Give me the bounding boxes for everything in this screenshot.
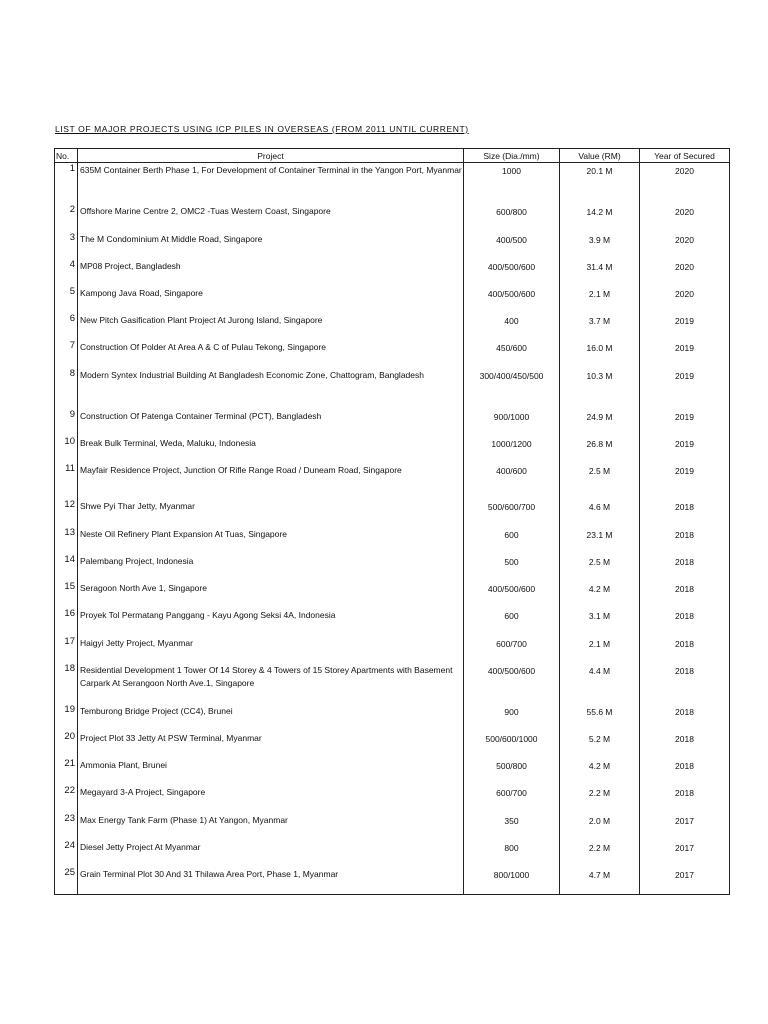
row-number: 19 bbox=[55, 704, 78, 731]
pile-size: 1000 bbox=[464, 163, 560, 204]
pile-size: 600 bbox=[464, 608, 560, 636]
project-value: 4.2 M bbox=[560, 581, 640, 608]
project-name: Neste Oil Refinery Plant Expansion At Tuas, Singapore bbox=[78, 527, 464, 554]
project-value: 3.7 M bbox=[560, 313, 640, 340]
year-secured: 2019 bbox=[640, 463, 730, 499]
table-row bbox=[55, 463, 730, 499]
row-number: 11 bbox=[55, 463, 78, 499]
table-row bbox=[55, 581, 730, 608]
pile-size: 400/500 bbox=[464, 232, 560, 259]
row-number: 6 bbox=[55, 313, 78, 340]
project-name: Kampong Java Road, Singapore bbox=[78, 286, 464, 313]
row-number: 24 bbox=[55, 840, 78, 867]
project-name: The M Condominium At Middle Road, Singapore bbox=[78, 232, 464, 259]
row-number: 12 bbox=[55, 499, 78, 527]
row-number: 17 bbox=[55, 636, 78, 663]
project-name: Grain Terminal Plot 30 And 31 Thilawa Area Port, Phase 1, Myanmar bbox=[78, 867, 464, 895]
project-value: 2.2 M bbox=[560, 840, 640, 867]
row-number: 18 bbox=[55, 663, 78, 704]
project-name: Temburong Bridge Project (CC4), Brunei bbox=[78, 704, 464, 731]
row-number: 16 bbox=[55, 608, 78, 636]
project-name: Offshore Marine Centre 2, OMC2 -Tuas Western Coast, Singapore bbox=[78, 204, 464, 232]
table-row bbox=[55, 340, 730, 368]
table-row bbox=[55, 163, 730, 204]
pile-size: 400/500/600 bbox=[464, 286, 560, 313]
year-secured: 2018 bbox=[640, 663, 730, 704]
table-row bbox=[55, 204, 730, 232]
project-name: Construction Of Polder At Area A & C of Pulau Tekong, Singapore bbox=[78, 340, 464, 368]
row-number: 21 bbox=[55, 758, 78, 785]
year-secured: 2017 bbox=[640, 813, 730, 840]
year-secured: 2018 bbox=[640, 608, 730, 636]
project-value: 2.5 M bbox=[560, 554, 640, 581]
table-row bbox=[55, 785, 730, 813]
pile-size: 600/800 bbox=[464, 204, 560, 232]
year-secured: 2020 bbox=[640, 259, 730, 286]
year-secured: 2018 bbox=[640, 554, 730, 581]
table-row bbox=[55, 286, 730, 313]
pile-size: 400 bbox=[464, 313, 560, 340]
header-no: No. bbox=[55, 149, 78, 163]
year-secured: 2018 bbox=[640, 636, 730, 663]
table-row bbox=[55, 554, 730, 581]
project-name: Proyek Tol Permatang Panggang - Kayu Agong Seksi 4A, Indonesia bbox=[78, 608, 464, 636]
pile-size: 500/600/1000 bbox=[464, 731, 560, 758]
pile-size: 1000/1200 bbox=[464, 436, 560, 463]
project-name: Megayard 3-A Project, Singapore bbox=[78, 785, 464, 813]
row-number: 1 bbox=[55, 163, 78, 204]
year-secured: 2019 bbox=[640, 409, 730, 436]
header-size: Size (Dia./mm) bbox=[464, 149, 560, 163]
project-value: 23.1 M bbox=[560, 527, 640, 554]
pile-size: 900 bbox=[464, 704, 560, 731]
row-number: 9 bbox=[55, 409, 78, 436]
project-value: 4.4 M bbox=[560, 663, 640, 704]
table-row bbox=[55, 313, 730, 340]
row-number: 7 bbox=[55, 340, 78, 368]
table-row bbox=[55, 436, 730, 463]
year-secured: 2018 bbox=[640, 731, 730, 758]
row-number: 10 bbox=[55, 436, 78, 463]
pile-size: 400/600 bbox=[464, 463, 560, 499]
project-value: 4.6 M bbox=[560, 499, 640, 527]
project-value: 2.2 M bbox=[560, 785, 640, 813]
project-value: 10.3 M bbox=[560, 368, 640, 409]
year-secured: 2018 bbox=[640, 704, 730, 731]
project-name: Diesel Jetty Project At Myanmar bbox=[78, 840, 464, 867]
project-name: Ammonia Plant, Brunei bbox=[78, 758, 464, 785]
year-secured: 2020 bbox=[640, 204, 730, 232]
table-row bbox=[55, 840, 730, 867]
pile-size: 350 bbox=[464, 813, 560, 840]
pile-size: 600/700 bbox=[464, 636, 560, 663]
project-name: Modern Syntex Industrial Building At Bangladesh Economic Zone, Chattogram, Bangladesh bbox=[78, 368, 464, 409]
year-secured: 2019 bbox=[640, 313, 730, 340]
table-row bbox=[55, 758, 730, 785]
year-secured: 2020 bbox=[640, 163, 730, 204]
year-secured: 2018 bbox=[640, 527, 730, 554]
year-secured: 2019 bbox=[640, 368, 730, 409]
year-secured: 2018 bbox=[640, 785, 730, 813]
project-value: 31.4 M bbox=[560, 259, 640, 286]
table-row bbox=[55, 527, 730, 554]
project-name: Break Bulk Terminal, Weda, Maluku, Indonesia bbox=[78, 436, 464, 463]
row-number: 13 bbox=[55, 527, 78, 554]
table-row bbox=[55, 232, 730, 259]
table-row bbox=[55, 636, 730, 663]
pile-size: 500/600/700 bbox=[464, 499, 560, 527]
table-row bbox=[55, 368, 730, 409]
project-value: 2.1 M bbox=[560, 286, 640, 313]
project-value: 4.7 M bbox=[560, 867, 640, 895]
project-name: Seragoon North Ave 1, Singapore bbox=[78, 581, 464, 608]
row-number: 14 bbox=[55, 554, 78, 581]
pile-size: 300/400/450/500 bbox=[464, 368, 560, 409]
row-number: 2 bbox=[55, 204, 78, 232]
table-row bbox=[55, 663, 730, 704]
project-name: Shwe Pyi Thar Jetty, Myanmar bbox=[78, 499, 464, 527]
project-name: Residential Development 1 Tower Of 14 Storey & 4 Towers of 15 Storey Apartments with Basement Carpark At Serangoon North Ave.1, Singapore bbox=[78, 663, 464, 704]
project-value: 3.1 M bbox=[560, 608, 640, 636]
row-number: 4 bbox=[55, 259, 78, 286]
project-value: 2.0 M bbox=[560, 813, 640, 840]
table-row bbox=[55, 867, 730, 895]
project-value: 20.1 M bbox=[560, 163, 640, 204]
project-name: Haigyi Jetty Project, Myanmar bbox=[78, 636, 464, 663]
pile-size: 600 bbox=[464, 527, 560, 554]
project-value: 5.2 M bbox=[560, 731, 640, 758]
header-value: Value (RM) bbox=[560, 149, 640, 163]
row-number: 22 bbox=[55, 785, 78, 813]
year-secured: 2017 bbox=[640, 840, 730, 867]
year-secured: 2018 bbox=[640, 581, 730, 608]
year-secured: 2018 bbox=[640, 499, 730, 527]
year-secured: 2020 bbox=[640, 232, 730, 259]
row-number: 20 bbox=[55, 731, 78, 758]
pile-size: 400/500/600 bbox=[464, 259, 560, 286]
pile-size: 500 bbox=[464, 554, 560, 581]
project-value: 4.2 M bbox=[560, 758, 640, 785]
project-name: Construction Of Patenga Container Terminal (PCT), Bangladesh bbox=[78, 409, 464, 436]
projects-table bbox=[54, 148, 730, 895]
pile-size: 800/1000 bbox=[464, 867, 560, 895]
table-row bbox=[55, 704, 730, 731]
project-value: 14.2 M bbox=[560, 204, 640, 232]
year-secured: 2020 bbox=[640, 286, 730, 313]
pile-size: 500/800 bbox=[464, 758, 560, 785]
project-value: 55.6 M bbox=[560, 704, 640, 731]
project-name: MP08 Project, Bangladesh bbox=[78, 259, 464, 286]
pile-size: 450/600 bbox=[464, 340, 560, 368]
project-value: 3.9 M bbox=[560, 232, 640, 259]
table-row bbox=[55, 409, 730, 436]
pile-size: 900/1000 bbox=[464, 409, 560, 436]
project-value: 16.0 M bbox=[560, 340, 640, 368]
project-name: New Pitch Gasification Plant Project At Jurong Island, Singapore bbox=[78, 313, 464, 340]
row-number: 3 bbox=[55, 232, 78, 259]
table-row bbox=[55, 813, 730, 840]
project-value: 2.5 M bbox=[560, 463, 640, 499]
project-name: Mayfair Residence Project, Junction Of Rifle Range Road / Duneam Road, Singapore bbox=[78, 463, 464, 499]
row-number: 15 bbox=[55, 581, 78, 608]
row-number: 23 bbox=[55, 813, 78, 840]
table-row bbox=[55, 608, 730, 636]
row-number: 5 bbox=[55, 286, 78, 313]
document-title: LIST OF MAJOR PROJECTS USING ICP PILES IN OVERSEAS (FROM 2011 UNTIL CURRENT) bbox=[55, 124, 469, 134]
project-name: Palembang Project, Indonesia bbox=[78, 554, 464, 581]
pile-size: 400/500/600 bbox=[464, 663, 560, 704]
project-value: 2.1 M bbox=[560, 636, 640, 663]
table-row bbox=[55, 259, 730, 286]
header-project: Project bbox=[78, 149, 464, 163]
year-secured: 2019 bbox=[640, 340, 730, 368]
pile-size: 600/700 bbox=[464, 785, 560, 813]
project-value: 26.8 M bbox=[560, 436, 640, 463]
row-number: 8 bbox=[55, 368, 78, 409]
pile-size: 800 bbox=[464, 840, 560, 867]
table-row bbox=[55, 499, 730, 527]
year-secured: 2017 bbox=[640, 867, 730, 895]
year-secured: 2018 bbox=[640, 758, 730, 785]
pile-size: 400/500/600 bbox=[464, 581, 560, 608]
table-header-row bbox=[55, 149, 730, 163]
header-year: Year of Secured bbox=[640, 149, 730, 163]
project-name: Max Energy Tank Farm (Phase 1) At Yangon, Myanmar bbox=[78, 813, 464, 840]
project-name: 635M Container Berth Phase 1, For Development of Container Terminal in the Yangon Port, Myanmar bbox=[78, 163, 464, 204]
project-value: 24.9 M bbox=[560, 409, 640, 436]
table-row bbox=[55, 731, 730, 758]
project-name: Project Plot 33 Jetty At PSW Terminal, Myanmar bbox=[78, 731, 464, 758]
row-number: 25 bbox=[55, 867, 78, 895]
year-secured: 2019 bbox=[640, 436, 730, 463]
